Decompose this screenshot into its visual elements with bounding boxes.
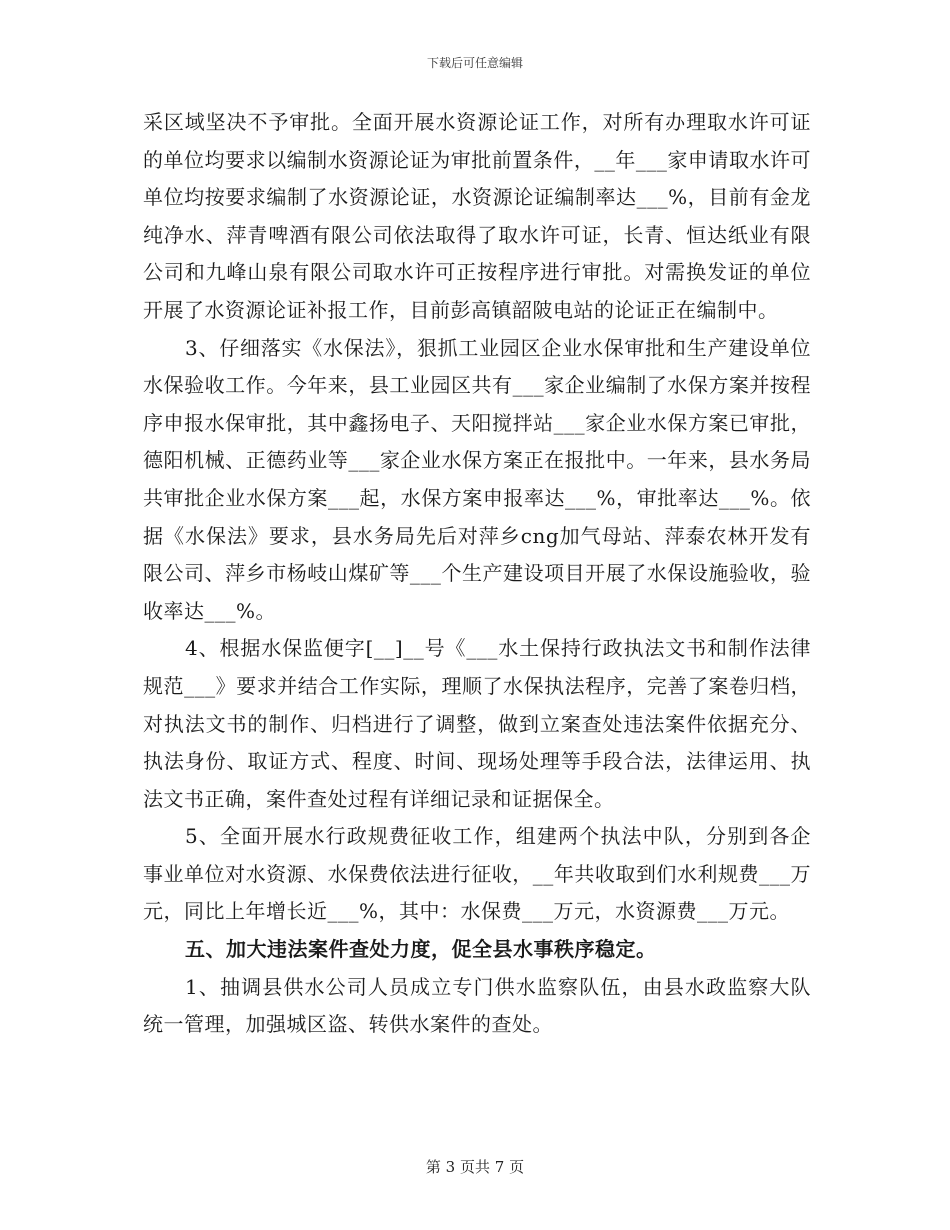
paragraph-item-5: 5、全面开展水行政规费征收工作，组建两个执法中队，分别到各企事业单位对水资源、水保费依法进行征收，__年共收取到们水利规费___万元，同比上年增长近___%，其中：水保费___万元，水资源费___万元。 [143,824,811,924]
page-number: 第 3 页共 7 页 [425,1158,525,1176]
paragraph-item-4: 4、根据水保监便字[__]__号《___水土保持行政执法文书和制作法律规范___》要求并结合工作实际，理顺了水保执法程序，完善了案卷归档，对执法文书的制作、归档进行了调整，做到立案查处违法案件依据充分、执法身份、取证方式、程度、时间、现场处理等手段合法，法律运用、执法文书正确，案件查处过程有详细记录和证据保全。 [143,636,811,811]
paragraph-item-3: 3、仔细落实《水保法》，狠抓工业园区企业水保审批和生产建设单位水保验收工作。今年来，县工业园区共有___家企业编制了水保方案并按程序申报水保审批，其中鑫扬电子、天阳搅拌站___家企业水保方案已审批，德阳机械、正德药业等___家企业水保方案正在报批中。一年来，县水务局共审批企业水保方案___起，水保方案申报率达___%，审批率达___%。依据《水保法》要求，县水务局先后对萍乡cng加气母站、萍泰农林开发有限公司、萍乡市杨岐山煤矿等___个生产建设项目开展了水保设施验收，验收率达___%。 [143,335,811,623]
document-body [143,104,811,1044]
paragraph-continuation: 采区域坚决不予审批。全面开展水资源论证工作，对所有办理取水许可证的单位均要求以编制水资源论证为审批前置条件，__年___家申请取水许可单位均按要求编制了水资源论证，水资源论证编制率达___%，目前有金龙纯净水、萍青啤酒有限公司依法取得了取水许可证，长青、恒达纸业有限公司和九峰山泉有限公司取水许可正按程序进行审批。对需换发证的单位开展了水资源论证补报工作，目前彭高镇韶陂电站的论证正在编制中。 [143,110,811,322]
page-header: 下载后可任意编辑 [426,56,523,70]
section-heading-5: 五、加大违法案件查处力度，促全县水事秩序稳定。 [185,937,657,962]
paragraph-item-1: 1、抽调县供水公司人员成立专门供水监察队伍，由县水政监察大队统一管理，加强城区盗、转供水案件的查处。 [143,974,811,1037]
